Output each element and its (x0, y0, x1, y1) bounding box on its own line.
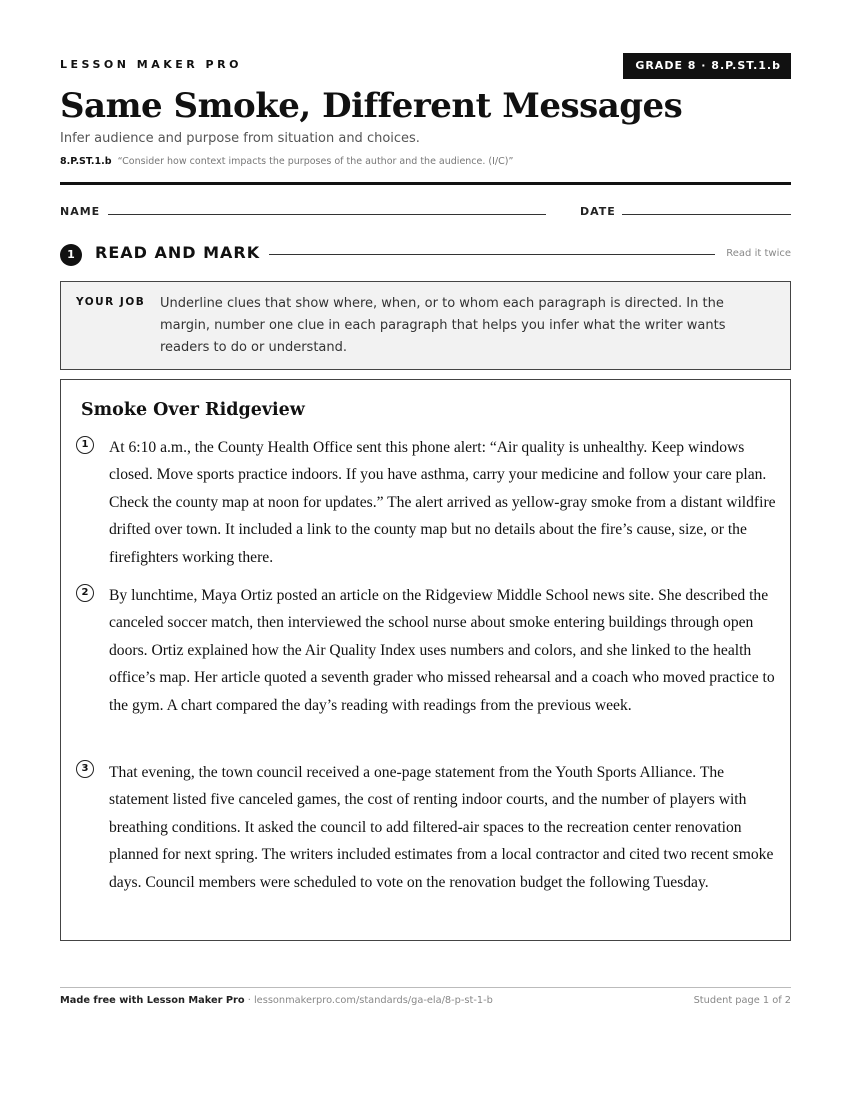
date-label: DATE (580, 205, 616, 218)
brand-name: LESSON MAKER PRO (60, 58, 242, 71)
section-header (60, 243, 791, 267)
name-field[interactable] (108, 214, 546, 215)
worksheet-page (60, 0, 791, 1100)
paragraph-3: That evening, the town council received a one-page statement from the Youth Sports Alliance. The statement listed five canceled games, the cost of renting indoor courts, and the number of players with breathing conditions. It asked the council to add filtered-air spaces to the recreation center renovation planned for next spring. The writers included estimates from a local contractor and cited two recent smoke days. Council members were scheduled to vote on the renovation budget the following Tuesday. (109, 764, 774, 891)
footer-divider (60, 987, 791, 988)
name-label: NAME (60, 205, 101, 218)
passage-title: Smoke Over Ridgeview (81, 400, 305, 420)
paragraph-1: At 6:10 a.m., the County Health Office sent this phone alert: “Air quality is unhealthy. Keep windows closed. Move sports practice indoors. If you have asthma, carry your medicine and follow your care plan. Check the county map at noon for updates.” The alert arrived as yellow-gray smoke from a distant wildfire drifted over town. It included a link to the county map but no details about the fire’s cause, size, or the firefighters working there. (109, 439, 776, 566)
paragraph-number-1: 1 (76, 436, 94, 454)
job-instructions-box (60, 281, 791, 370)
standard-text: “Consider how context impacts the purposes of the author and the audience. (I/C)” (117, 156, 514, 167)
page-title: Same Smoke, Different Messages (60, 86, 683, 126)
footer-credit (60, 995, 493, 1006)
reading-passage (60, 379, 791, 941)
standard-code: 8.P.ST.1.b (60, 156, 112, 167)
paragraph-2: By lunchtime, Maya Ortiz posted an article on the Ridgeview Middle School news site. She described the canceled soccer match, then interviewed the school nurse about smoke entering buildings through open doors. Ortiz explained how the Air Quality Index uses numbers and colors, and she linked to the health office’s map. Her article quoted a seventh grader who missed rehearsal and a coach who moved practice to the gym. A chart compared the day’s reading with readings from the previous week. (109, 587, 775, 714)
date-field[interactable] (622, 214, 791, 215)
job-text: Underline clues that show where, when, or to whom each paragraph is directed. In the margin, number one clue in each paragraph that helps you infer what the writer wants readers to do or understand. (160, 296, 726, 355)
section-divider (269, 254, 715, 255)
page-indicator: Student page 1 of 2 (693, 995, 791, 1006)
footer-made-with: Made free with Lesson Maker Pro (60, 995, 245, 1006)
paragraph-number-3: 3 (76, 760, 94, 778)
job-label: YOUR JOB (76, 296, 146, 308)
grade-badge: GRADE 8 · 8.P.ST.1.b (623, 53, 791, 79)
section-title: READ AND MARK (95, 243, 261, 262)
page-subtitle: Infer audience and purpose from situation and choices. (60, 131, 420, 146)
section-number-badge: 1 (60, 244, 82, 266)
section-note: Read it twice (726, 248, 791, 259)
footer-url: · lessonmakerpro.com/standards/ga-ela/8-p-st-1-b (247, 995, 493, 1006)
standard-line (60, 156, 513, 167)
header-divider (60, 182, 791, 185)
paragraph-number-2: 2 (76, 584, 94, 602)
